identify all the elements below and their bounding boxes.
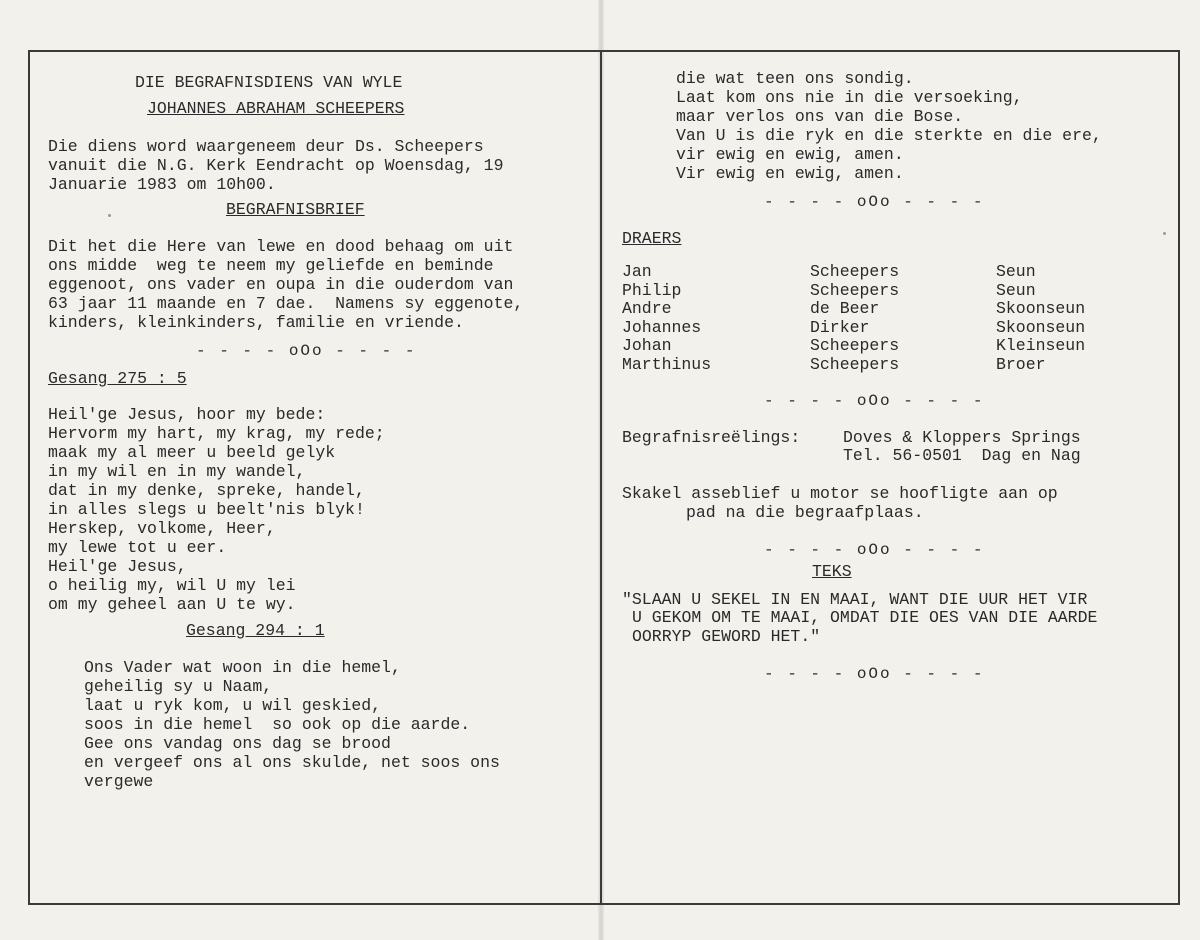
separator-2: - - - - oOo - - - -: [764, 193, 985, 211]
bearers-heading: DRAERS: [622, 229, 682, 248]
deceased-name: JOHANNES ABRAHAM SCHEEPERS: [147, 99, 405, 118]
hymn-275-line-11: om my geheel aan U te wy.: [48, 595, 296, 614]
bearer-surname: Dirker: [810, 318, 870, 337]
scripture-line-3: OORRYP GEWORD HET.": [632, 627, 821, 646]
bearer-relation: Broer: [996, 355, 1046, 374]
prayer-cont-line-4: Van U is die ryk en die sterkte en die ere,: [676, 126, 1102, 145]
center-fold-line: [600, 50, 602, 905]
prayer-line-7: vergewe: [84, 772, 154, 791]
service-title: DIE BEGRAFNISDIENS VAN WYLE: [135, 73, 403, 92]
bearer-surname: Scheepers: [810, 336, 900, 355]
intro-line-2: vanuit die N.G. Kerk Eendracht op Woensdag, 19: [48, 156, 504, 175]
hymn-275-line-10: o heilig my, wil U my lei: [48, 576, 296, 595]
hymn-275-line-7: Herskep, volkome, Heer,: [48, 519, 276, 538]
letter-line-5: kinders, kleinkinders, familie en vriende.: [48, 313, 464, 332]
prayer-cont-line-2: Laat kom ons nie in die versoeking,: [676, 88, 1023, 107]
scripture-line-2: U GEKOM OM TE MAAI, OMDAT DIE OES VAN DIE AARDE: [632, 608, 1098, 627]
prayer-cont-line-3: maar verlos ons van die Bose.: [676, 107, 964, 126]
separator-3: - - - - oOo - - - -: [764, 392, 985, 410]
arrangements-phone: Tel. 56-0501 Dag en Nag: [843, 446, 1081, 465]
hymn-275-line-6: in alles slegs u beelt'nis blyk!: [48, 500, 365, 519]
paper-speck: [1163, 232, 1166, 235]
letter-line-2: ons midde weg te neem my geliefde en beminde: [48, 256, 494, 275]
letter-line-4: 63 jaar 11 maande en 7 dae. Namens sy eggenote,: [48, 294, 524, 313]
bearer-first-name: Andre: [622, 299, 672, 318]
separator-5: - - - - oOo - - - -: [764, 665, 985, 683]
bearer-surname: Scheepers: [810, 355, 900, 374]
bearer-relation: Skoonseun: [996, 299, 1086, 318]
prayer-cont-line-5: vir ewig en ewig, amen.: [676, 145, 904, 164]
bearer-relation: Seun: [996, 262, 1036, 281]
bearer-relation: Skoonseun: [996, 318, 1086, 337]
bearer-first-name: Johannes: [622, 318, 702, 337]
separator-1: - - - - oOo - - - -: [196, 342, 417, 360]
bearer-first-name: Marthinus: [622, 355, 712, 374]
prayer-line-4: soos in die hemel so ook op die aarde.: [84, 715, 471, 734]
hymn-275-line-8: my lewe tot u eer.: [48, 538, 227, 557]
prayer-cont-line-1: die wat teen ons sondig.: [676, 69, 914, 88]
bearer-first-name: Philip: [622, 281, 682, 300]
hymn-275-heading: Gesang 275 : 5: [48, 369, 187, 388]
bearer-relation: Kleinseun: [996, 336, 1086, 355]
prayer-cont-line-6: Vir ewig en ewig, amen.: [676, 164, 904, 183]
letter-line-3: eggenoot, ons vader en oupa in die ouderdom van: [48, 275, 514, 294]
hymn-275-line-3: maak my al meer u beeld gelyk: [48, 443, 336, 462]
bearer-relation: Seun: [996, 281, 1036, 300]
arrangements-undertaker: Doves & Kloppers Springs: [843, 428, 1081, 447]
bearer-first-name: Johan: [622, 336, 672, 355]
scripture-line-1: "SLAAN U SEKEL IN EN MAAI, WANT DIE UUR HET VIR: [622, 590, 1088, 609]
prayer-line-3: laat u ryk kom, u wil geskied,: [84, 696, 382, 715]
letter-heading: BEGRAFNISBRIEF: [226, 200, 365, 219]
text-heading: TEKS: [812, 562, 852, 581]
headlights-line-2: pad na die begraafplaas.: [686, 503, 924, 522]
hymn-275-line-9: Heil'ge Jesus,: [48, 557, 187, 576]
hymn-294-heading: Gesang 294 : 1: [186, 621, 325, 640]
bearer-first-name: Jan: [622, 262, 652, 281]
bearer-surname: Scheepers: [810, 262, 900, 281]
prayer-line-2: geheilig sy u Naam,: [84, 677, 273, 696]
bearer-surname: de Beer: [810, 299, 880, 318]
hymn-275-line-1: Heil'ge Jesus, hoor my bede:: [48, 405, 326, 424]
separator-4: - - - - oOo - - - -: [764, 541, 985, 559]
hymn-275-line-4: in my wil en in my wandel,: [48, 462, 306, 481]
bearer-surname: Scheepers: [810, 281, 900, 300]
intro-line-3: Januarie 1983 om 10h00.: [48, 175, 276, 194]
prayer-line-1: Ons Vader wat woon in die hemel,: [84, 658, 401, 677]
paper-speck: [108, 214, 111, 217]
letter-line-1: Dit het die Here van lewe en dood behaag om uit: [48, 237, 514, 256]
hymn-275-line-5: dat in my denke, spreke, handel,: [48, 481, 365, 500]
arrangements-label: Begrafnisreëlings:: [622, 428, 801, 447]
intro-line-1: Die diens word waargeneem deur Ds. Scheepers: [48, 137, 484, 156]
hymn-275-line-2: Hervorm my hart, my krag, my rede;: [48, 424, 385, 443]
prayer-line-5: Gee ons vandag ons dag se brood: [84, 734, 391, 753]
headlights-line-1: Skakel asseblief u motor se hoofligte aan op: [622, 484, 1058, 503]
prayer-line-6: en vergeef ons al ons skulde, net soos ons: [84, 753, 500, 772]
